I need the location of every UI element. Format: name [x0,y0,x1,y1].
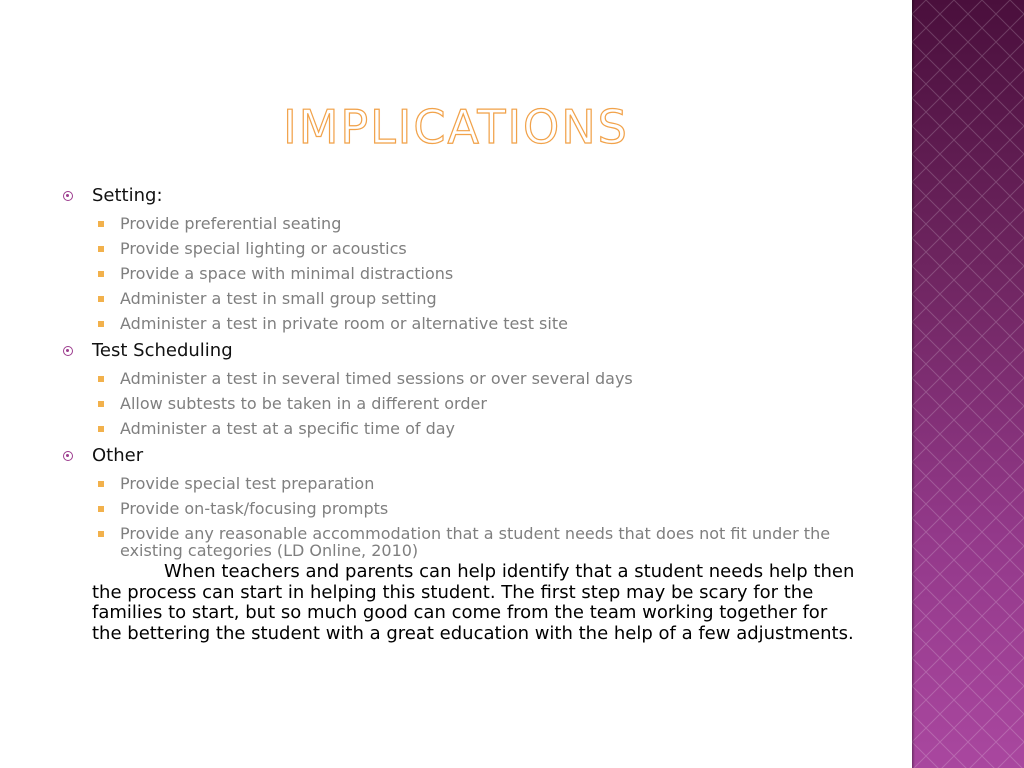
section-other [62,444,862,468]
square-bullet-icon [98,506,104,512]
list-item: Allow subtests to be taken in a different order [62,395,862,413]
list-item: Provide special test preparation [62,475,862,493]
square-bullet-icon [98,531,104,537]
square-bullet-icon [98,271,104,277]
section-heading: Other [92,445,144,466]
square-bullet-icon [98,481,104,487]
section-test-scheduling [62,339,862,363]
test-scheduling-list [62,370,862,438]
decorative-side-band [912,0,1024,768]
list-item: Administer a test in several timed sessions or over several days [62,370,862,388]
setting-list [62,215,862,333]
side-band-shadow [912,0,915,768]
square-bullet-icon [98,221,104,227]
list-item: Provide any reasonable accommodation that a student needs that does not fit under the existing categories (LD Online, 2010) [62,525,862,559]
list-item: Provide special lighting or acoustics [62,240,862,258]
other-list [62,475,862,559]
slide-title: IMPLICATIONS [283,100,629,154]
diamond-pattern [912,0,1024,768]
square-bullet-icon [98,321,104,327]
square-bullet-icon [98,376,104,382]
square-bullet-icon [98,246,104,252]
circle-dot-bullet-icon [63,191,73,201]
bullet-content [62,180,862,559]
list-item: Administer a test in small group setting [62,290,862,308]
list-item: Provide a space with minimal distractions [62,265,862,283]
square-bullet-icon [98,401,104,407]
list-item: Administer a test at a specific time of day [62,420,862,438]
square-bullet-icon [98,296,104,302]
square-bullet-icon [98,426,104,432]
list-item: Provide on-task/focusing prompts [62,500,862,518]
list-item: Provide preferential seating [62,215,862,233]
section-setting [62,184,862,208]
section-heading: Setting: [92,185,163,206]
list-item: Administer a test in private room or alternative test site [62,315,862,333]
section-heading: Test Scheduling [92,340,233,361]
circle-dot-bullet-icon [63,451,73,461]
summary-paragraph: When teachers and parents can help identify that a student needs help then the process can start in helping this student. The first step may be scary for the families to start, but so much good can come from the team working together for the bettering the student with a great education with the help of a few adjustments. [92,561,855,644]
circle-dot-bullet-icon [63,346,73,356]
